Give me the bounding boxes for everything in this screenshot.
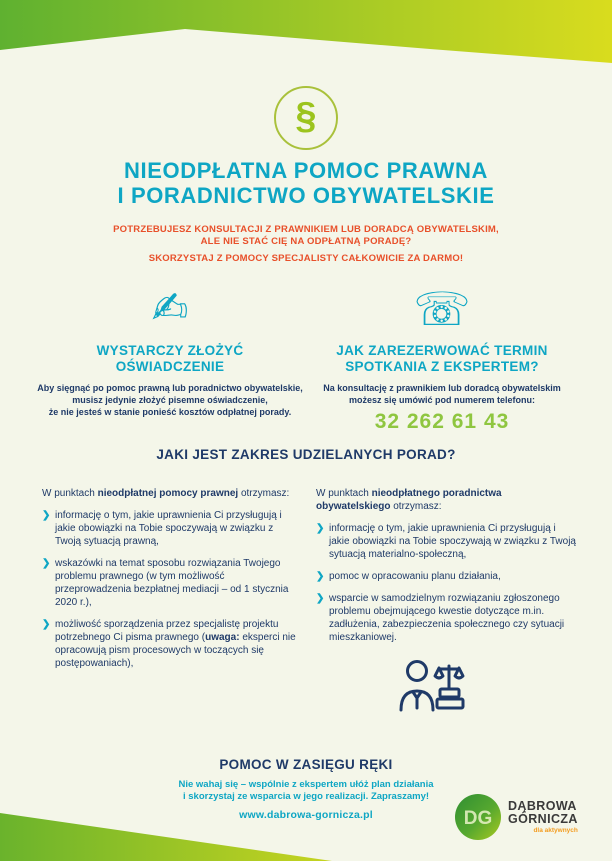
footer-heading: POMOC W ZASIĘGU RĘKI bbox=[219, 757, 393, 772]
statement-heading-line1: WYSTARCZY ZŁOŻYĆ bbox=[96, 343, 244, 358]
list-item bbox=[316, 522, 578, 561]
legal-intro-suffix: otrzymasz: bbox=[238, 488, 290, 499]
civic-intro-bold: nieodpłatnego poradnictwa obywatelskiego bbox=[316, 488, 502, 512]
legal-aid-intro bbox=[42, 487, 300, 500]
paragraph-glyph: § bbox=[295, 95, 317, 137]
page-title bbox=[0, 158, 612, 208]
list-item-text-suffix: eksperci nie opracowują pism procesowych w toczących się postępowaniach), bbox=[55, 632, 296, 669]
intro-line2: ALE NIE STAĆ CIĘ NA ODPŁATNĄ PORADĘ? bbox=[200, 236, 412, 247]
intro-line1: POTRZEBUJESZ KONSULTACJI Z PRAWNIKIEM LUB DORADCĄ OBYWATELSKIM, bbox=[113, 224, 499, 235]
website-link[interactable]: www.dabrowa-gornicza.pl bbox=[239, 809, 373, 821]
paragraph-icon bbox=[274, 86, 338, 150]
city-logo-text bbox=[508, 800, 578, 834]
statement-body-line2: musisz jedynie złożyć pisemne oświadczenie, bbox=[72, 395, 268, 405]
civic-intro-prefix: W punktach bbox=[316, 488, 372, 499]
booking-heading bbox=[308, 343, 576, 375]
list-item-text: wskazówki na temat sposobu rozwiązania Twojego problemu prawnego (w tym możliwość przeprowadzenia bezpłatnej mediacji – od 1 stycznia 2020 r.), bbox=[55, 558, 289, 608]
bullet-chevron-icon: ❯ bbox=[42, 510, 51, 521]
civic-counselling-list bbox=[316, 487, 578, 644]
footer-tagline-line2: i skorzystaj ze wsparcia w jego realizacji. Zapraszamy! bbox=[182, 791, 430, 802]
bullet-chevron-icon: ❯ bbox=[316, 593, 325, 604]
civic-intro-suffix: otrzymasz: bbox=[390, 501, 442, 512]
city-logo bbox=[455, 794, 578, 840]
list-item-text: pomoc w opracowaniu planu działania, bbox=[329, 571, 501, 582]
civic-intro bbox=[316, 487, 578, 513]
city-name-line1: DĄBROWA bbox=[508, 799, 577, 813]
list-item-text: wsparcie w samodzielnym rozwiązaniu zgłoszonego problemu obejmującego kwestie dotyczące m.in. zadłużenia, zabezpieczenia społecznego czy sytuacji mieszkaniowej. bbox=[329, 593, 565, 643]
city-name-line2: GÓRNICZA bbox=[508, 811, 578, 826]
statement-heading-line2: OŚWIADCZENIE bbox=[115, 359, 225, 374]
writing-hand-icon: ✍ bbox=[151, 283, 189, 334]
list-item bbox=[316, 570, 578, 583]
list-item bbox=[316, 592, 578, 644]
bullet-chevron-icon: ❯ bbox=[42, 619, 51, 630]
list-item bbox=[42, 509, 300, 548]
footer-tagline-line1: Nie wahaj się – wspólnie z ekspertem ułóż plan działania bbox=[178, 779, 434, 790]
legal-aid-list bbox=[42, 487, 300, 670]
svg-text:DG: DG bbox=[463, 808, 493, 829]
list-item-text: informację o tym, jakie uprawnienia Ci przysługują i jakie obowiązki na Tobie spoczywają w związku z Twoją sytuacją materialno-społeczną, bbox=[329, 523, 576, 560]
city-logo-icon bbox=[455, 794, 501, 840]
booking-body-line2: możesz się umówić pod numerem telefonu: bbox=[348, 395, 536, 405]
city-claim: dla aktywnych bbox=[533, 827, 578, 834]
list-item-text: informację o tym, jakie uprawnienia Ci przysługują i jakie obowiązki na Tobie spoczywają w związku z Twoją sytuacją prawną, bbox=[55, 510, 282, 547]
statement-body bbox=[36, 382, 304, 418]
booking-column bbox=[308, 283, 576, 434]
page-title-line1: NIEODPŁATNA POMOC PRAWNA bbox=[124, 158, 488, 183]
booking-heading-line2: SPOTKANIA Z EKSPERTEM? bbox=[345, 359, 539, 374]
statement-column bbox=[36, 283, 304, 418]
legal-intro-prefix: W punktach bbox=[42, 488, 98, 499]
booking-body-line1: Na konsultację z prawnikiem lub doradcą obywatelskim bbox=[323, 383, 561, 393]
intro-line3: SKORZYSTAJ Z POMOCY SPECJALISTY CAŁKOWICIE ZA DARMO! bbox=[148, 253, 464, 264]
list-item bbox=[42, 618, 300, 670]
statement-body-line3: że nie jesteś w stanie ponieść kosztów odpłatnej porady. bbox=[48, 407, 292, 417]
list-item-text bbox=[55, 618, 300, 670]
bullet-chevron-icon: ❯ bbox=[316, 571, 325, 582]
intro-text bbox=[0, 224, 612, 265]
booking-body bbox=[308, 382, 576, 406]
bottom-gradient-wedge bbox=[0, 813, 332, 861]
list-item-text-bold: uwaga: bbox=[205, 632, 240, 643]
booking-heading-line1: JAK ZAREZERWOWAĆ TERMIN bbox=[336, 343, 548, 358]
statement-heading bbox=[36, 343, 304, 375]
top-gradient-band bbox=[0, 0, 612, 70]
lawyer-scales-icon bbox=[394, 658, 468, 718]
page-title-line2: I PORADNICTWO OBYWATELSKIE bbox=[117, 183, 495, 208]
list-item bbox=[42, 557, 300, 609]
telephone-icon: ☏ bbox=[413, 282, 471, 336]
bullet-chevron-icon: ❯ bbox=[316, 523, 325, 534]
phone-number: 32 262 61 43 bbox=[374, 410, 510, 433]
list-item-text-prefix: możliwość sporządzenia przez specjalistę projektu potrzebnego Ci pisma prawnego ( bbox=[55, 619, 279, 643]
bullet-chevron-icon: ❯ bbox=[42, 558, 51, 569]
legal-intro-bold: nieodpłatnej pomocy prawnej bbox=[97, 488, 239, 499]
scope-section-heading: JAKI JEST ZAKRES UDZIELANYCH PORAD? bbox=[156, 447, 456, 462]
statement-body-line1: Aby sięgnąć po pomoc prawną lub poradnictwo obywatelskie, bbox=[37, 383, 303, 393]
